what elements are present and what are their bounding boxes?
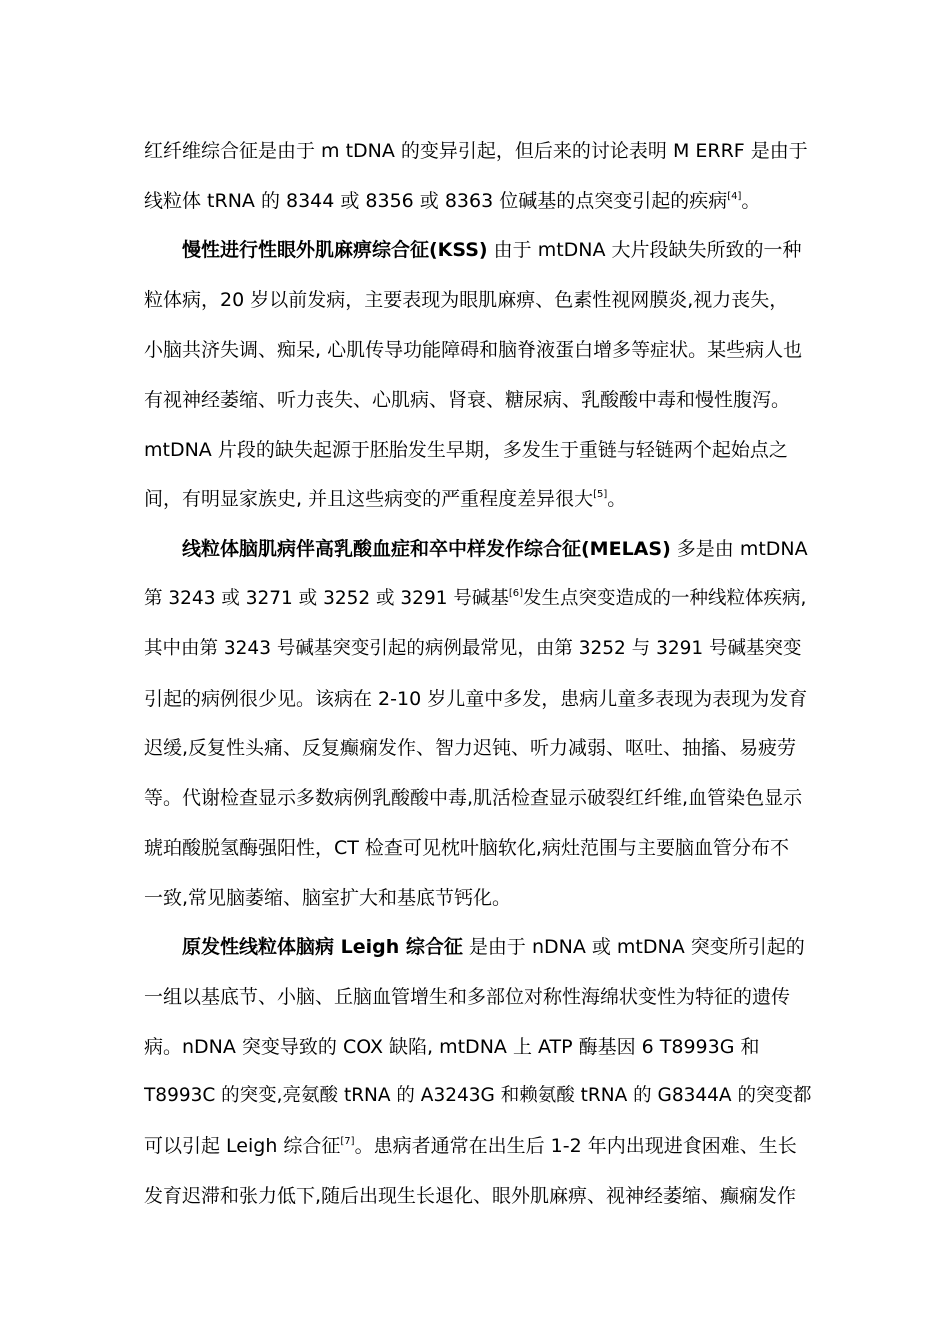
line-text: 等。代谢检查显示多数病例乳酸酸中毒,肌活检查显示破裂红纤维,血管染色显示: [144, 787, 803, 809]
text-line: [144, 982, 814, 1012]
text-line: [144, 1181, 814, 1211]
section-heading-leigh: 原发性线粒体脑病 Leigh 综合征: [182, 936, 463, 958]
line-text: 可以引起 Leigh 综合征: [144, 1135, 341, 1157]
line-text: T8993C 的突变,亮氨酸 tRNA 的 A3243G 和赖氨酸 tRNA 的 G8344A 的突变都: [144, 1085, 812, 1106]
text-line: [144, 584, 814, 614]
text-line: [182, 534, 814, 564]
text-line: [144, 186, 814, 216]
section-heading-kss: 慢性进行性眼外肌麻痹综合征(KSS): [182, 239, 488, 261]
line-text: 粒体病，20 岁以前发病，主要表现为眼肌麻痹、色素性视网膜炎,视力丧失，: [144, 289, 789, 311]
text-line: [182, 932, 814, 962]
text-line: [144, 335, 814, 365]
line-text: 。: [741, 190, 761, 212]
line-text: 间，有明显家族史, 并且这些病变的严重程度差异很大: [144, 488, 594, 510]
line-text: 迟缓,反复性头痛、反复癫痫发作、智力迟钝、听力减弱、呕吐、抽搐、易疲劳: [144, 737, 797, 759]
text-line: [144, 1081, 814, 1111]
citation-ref: [6]: [508, 588, 524, 599]
text-line: [144, 1032, 814, 1062]
line-text: 引起的病例很少见。该病在 2-10 岁儿童中多发，患病儿童多表现为表现为发育: [144, 688, 808, 710]
text-line: [144, 1131, 814, 1161]
text-line: [144, 484, 814, 514]
text-line: [144, 285, 814, 315]
line-text: 发生点突变造成的一种线粒体疾病,: [523, 588, 807, 609]
citation-ref: [5]: [593, 489, 608, 500]
line-text: 发育迟滞和张力低下,随后出现生长退化、眼外肌麻痹、视神经萎缩、癫痫发作: [144, 1185, 797, 1207]
line-text: 一致,常见脑萎缩、脑室扩大和基底节钙化。: [144, 887, 512, 909]
line-text: 是由于 nDNA 或 mtDNA 突变所引起的: [462, 936, 805, 958]
citation-ref: [7]: [340, 1136, 355, 1147]
text-line: [144, 385, 814, 415]
line-text: 线粒体 tRNA 的 8344 或 8356 或 8363 位碱基的点突变引起的疾病: [144, 190, 728, 212]
line-text: 琥珀酸脱氢酶强阳性，CT 检查可见枕叶脑软化,病灶范围与主要脑血管分布不: [144, 837, 789, 859]
text-line: [144, 136, 814, 166]
line-text: 其中由第 3243 号碱基突变引起的病例最常见，由第 3252 与 3291 号碱基突变: [144, 638, 802, 659]
text-line: [144, 684, 814, 714]
text-line: [182, 235, 814, 265]
citation-ref: [4]: [727, 191, 742, 202]
line-text: 多是由 mtDNA: [670, 538, 808, 560]
line-text: 红纤维综合征是由于 m tDNA 的变异引起，但后来的讨论表明 M ERRF 是由于: [144, 140, 808, 162]
text-line: [144, 435, 814, 465]
line-text: 由于 mtDNA 大片段缺失所致的一种: [487, 239, 802, 261]
text-line: [144, 883, 814, 913]
line-text: 。: [607, 488, 627, 510]
line-text: mtDNA 片段的缺失起源于胚胎发生早期，多发生于重链与轻链两个起始点之: [144, 439, 788, 461]
line-text: 小脑共济失调、痴呆, 心肌传导功能障碍和脑脊液蛋白增多等症状。某些病人也: [144, 339, 803, 361]
text-line: [144, 634, 814, 664]
text-line: [144, 733, 814, 763]
line-text: 一组以基底节、小脑、丘脑血管增生和多部位对称性海绵状变性为特征的遗传: [144, 986, 791, 1008]
text-line: [144, 833, 814, 863]
text-line: [144, 783, 814, 813]
line-text: 病。nDNA 突变导致的 COX 缺陷, mtDNA 上 ATP 酶基因 6 T8993G 和: [144, 1036, 760, 1058]
line-text: 第 3243 或 3271 或 3252 或 3291 号碱基: [144, 588, 509, 609]
line-text: 有视神经萎缩、听力丧失、心肌病、肾衰、糖尿病、乳酸酸中毒和慢性腹泻。: [144, 389, 791, 411]
line-text: 。患病者通常在出生后 1-2 年内出现进食困难、生长: [354, 1135, 797, 1157]
section-heading-melas: 线粒体脑肌病伴高乳酸血症和卒中样发作综合征(MELAS): [182, 538, 671, 560]
